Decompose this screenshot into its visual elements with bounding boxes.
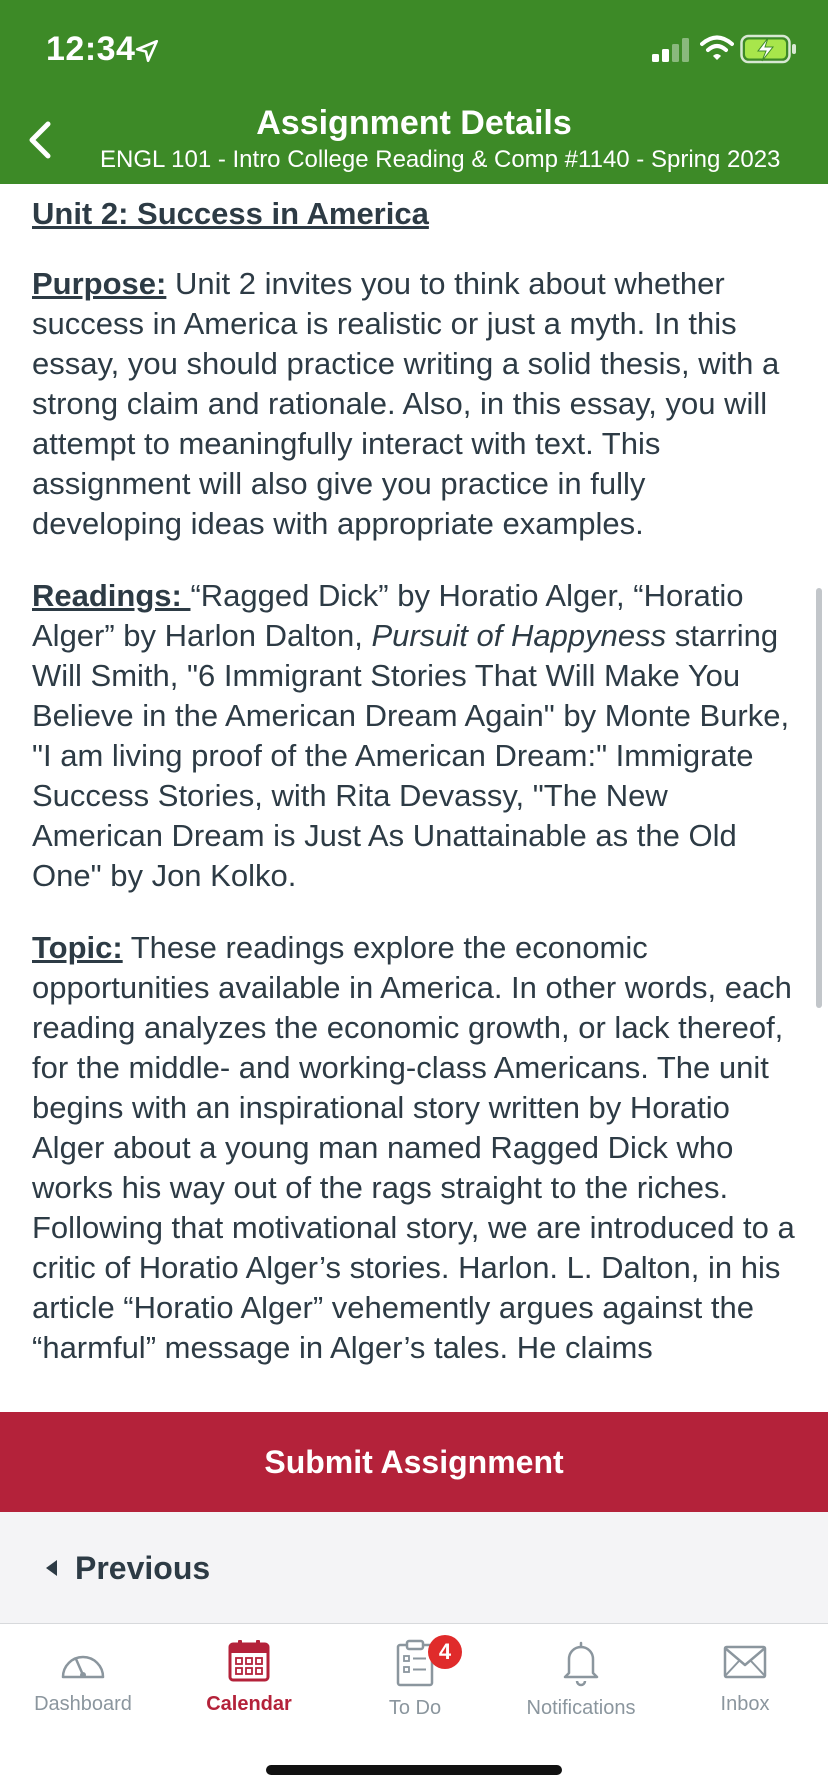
purpose-label: Purpose:	[32, 266, 167, 301]
bell-icon	[559, 1639, 603, 1687]
course-subtitle: ENGL 101 - Intro College Reading & Comp #1140 - Spring 2023	[100, 146, 781, 173]
tab-label-todo: To Do	[388, 1697, 442, 1719]
readings-film-title: Pursuit of Happyness	[371, 618, 667, 653]
dashboard-gauge-icon	[57, 1639, 109, 1683]
readings-paragraph	[32, 576, 802, 896]
assignment-description[interactable]	[0, 184, 828, 1412]
bottom-tab-bar	[0, 1625, 828, 1792]
tab-inbox[interactable]	[662, 1639, 828, 1749]
envelope-icon	[722, 1639, 768, 1683]
readings-label: Readings:	[32, 578, 191, 613]
readings-text-1: “Ragged Dick” by Horatio Alger, “Horatio Alger” by Harlon Dalton,	[32, 578, 744, 653]
tab-label-calendar: Calendar	[206, 1693, 292, 1715]
location-arrow-icon	[134, 38, 160, 64]
caret-left-icon	[46, 1560, 57, 1576]
unit-title: Unit 2: Success in America	[32, 196, 429, 231]
previous-label: Previous	[75, 1549, 211, 1586]
submit-assignment-button[interactable]: Submit Assignment	[0, 1412, 828, 1512]
topic-paragraph	[32, 928, 802, 1368]
cellular-signal-icon	[652, 38, 692, 62]
todo-count-badge: 4	[428, 1635, 462, 1669]
tab-calendar[interactable]	[166, 1639, 332, 1749]
previous-button[interactable]	[46, 1540, 210, 1596]
status-time: 12:34	[46, 30, 136, 68]
purpose-text: Unit 2 invites you to think about whether success in America is realistic or just a myth. In this essay, you should practice writing a solid thesis, with a strong claim and rationale. Also, in this essay, you will attempt to meaningfully interact with text. This assignment will also give you practice in fully developing ideas with appropriate examples.	[32, 266, 780, 541]
purpose-paragraph	[32, 264, 802, 544]
pagination-bar	[0, 1512, 828, 1624]
tab-label-inbox: Inbox	[720, 1693, 770, 1715]
topic-text: These readings explore the economic opportunities available in America. In other words, each reading analyzes the economic growth, or lack thereof, for the middle- and working-class Americans. The unit begins with an inspirational story written by Horatio Alger about a young man named Ragged Dick who works his way out of the rags straight to the riches. Following that motivational story, we are introduced to a critic of Horatio Alger’s stories. Harlon. L. Dalton, in his article “Horatio Alger” vehemently argues against the “harmful” message in Alger’s tales. He claims	[32, 930, 795, 1365]
battery-charging-icon	[740, 34, 798, 64]
tab-label-notifications: Notifications	[526, 1697, 636, 1719]
readings-text-2: starring Will Smith, "6 Immigrant Stories That Will Make You Believe in the American Dream Again" by Monte Burke, "I am living proof of the American Dream:" Immigrate Success Stories, with Rita Devassy, "The New American Dream is Just As Unattainable as the Old One" by Jon Kolko.	[32, 618, 790, 893]
home-indicator	[266, 1765, 562, 1775]
scrollbar[interactable]	[816, 588, 822, 1008]
page-title: Assignment Details	[256, 104, 572, 142]
status-bar	[0, 0, 828, 100]
tab-todo[interactable]	[332, 1639, 498, 1749]
wifi-icon	[700, 34, 734, 62]
topic-label: Topic:	[32, 930, 123, 965]
app-header	[0, 0, 828, 184]
tab-label-dashboard: Dashboard	[34, 1693, 132, 1715]
tab-dashboard[interactable]	[0, 1639, 166, 1749]
tab-notifications[interactable]	[498, 1639, 664, 1749]
description-body	[32, 184, 802, 1400]
calendar-icon	[227, 1639, 271, 1683]
